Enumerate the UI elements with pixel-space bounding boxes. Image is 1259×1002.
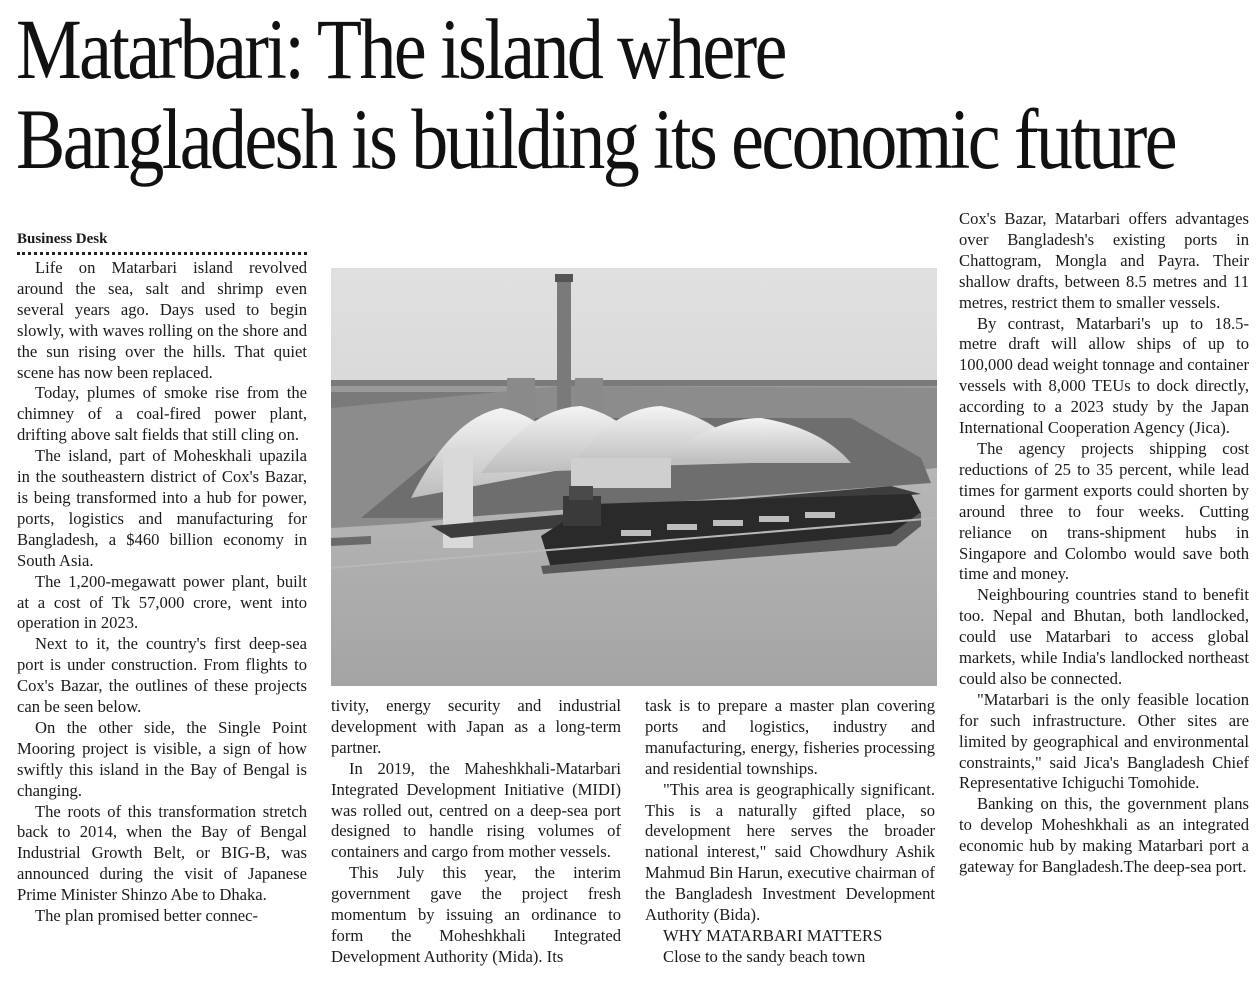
article-column-2 <box>331 696 621 968</box>
power-plant-port-photo <box>331 268 937 686</box>
paragraph: On the other side, the Single Point Mooring project is visible, a sign of how swiftly this island in the Bay of Bengal is changing. <box>17 717 307 800</box>
paragraph: Close to the sandy beach town <box>663 946 866 966</box>
paragraph: task is to prepare a master plan covering ports and logistics, industry and manufacturing, energy, fisheries processing and residential townships. <box>645 696 935 778</box>
paragraph: Life on Matarbari island revolved around the sea, salt and shrimp even several years ago. Days used to begin slowly, with waves rolling on the shore and the sun rising over the hills. That quiet scene has now been replaced. <box>17 258 307 382</box>
paragraph: Today, plumes of smoke rise from the chimney of a coal-fired power plant, drifting above salt fields that still cling on. <box>17 383 307 445</box>
paragraph: The island, part of Moheskhali upazila in the southeastern district of Cox's Bazar, is being transformed into a hub for power, ports, logistics and manufacturing for Bangladesh, a $460 billion economy in South Asia. <box>17 446 307 570</box>
paragraph: Cox's Bazar, Matarbari offers advantages over Bangladesh's existing ports in Chattogram, Mongla and Payra. Their shallow drafts, between 8.5 metres and 11 metres, restrict them to smaller vessels. <box>959 209 1249 312</box>
paragraph: By contrast, Matarbari's up to 18.5-metre draft will allow ships of up to 100,000 dead weight tonnage and container vessels with 8,000 TEUs to dock directly, according to a 2023 study by the Japan International Cooperation Agency (Jica). <box>959 313 1249 438</box>
paragraph: In 2019, the Maheshkhali-Matarbari Integrated Development Initiative (MIDI) was rolled out, centred on a deep-sea port designed to handle rising volumes of containers and cargo from mother vessels. <box>331 758 621 862</box>
paragraph: The plan promised better connec- <box>35 906 259 926</box>
paragraph: "Matarbari is the only feasible location for such infrastructure. Other sites are limited by geographical and environmental constraints," said Jica's Bangladesh Chief Representative Ichiguchi Tomohide. <box>959 689 1249 793</box>
paragraph: "This area is geographically significant. This is a naturally gifted place, so development here serves the broader national interest," said Chowdhury Ashik Mahmud Bin Harun, executive chairman of the Bangladesh Investment Development Authority (Bida). <box>645 779 935 925</box>
paragraph: Neighbouring countries stand to benefit too. Nepal and Bhutan, both landlocked, could use Matarbari to access global markets, while India's landlocked northeast could also be connected. <box>959 585 1249 688</box>
headline-line-1: Matarbari: The island where <box>16 1 785 97</box>
paragraph: Banking on this, the government plans to develop Moheshkhali as an integrated economic hub by making Matarbari port a gateway for Bangladesh.The deep-sea port. <box>959 794 1249 877</box>
paragraph: The 1,200-megawatt power plant, built at a cost of Tk 57,000 crore, went into operation in 2023. <box>17 571 307 633</box>
article-column-4 <box>959 209 1249 878</box>
paragraph: This July this year, the interim government gave the project fresh momentum by issuing an ordinance to form the Moheshkhali Integrated Development Authority (Mida). Its <box>331 863 621 966</box>
headline-line-2: Bangladesh is building its economic future <box>16 91 1176 187</box>
byline: Business Desk <box>17 230 307 255</box>
paragraph: The agency projects shipping cost reductions of 25 to 35 percent, while lead times for garment exports could shorten by around three to four weeks. Cutting reliance on trans-shipment hubs in Singapore and Colombo would save both time and money. <box>959 438 1249 584</box>
paragraph: tivity, energy security and industrial development with Japan as a long-term partner. <box>331 696 621 757</box>
article-column-1 <box>17 258 307 927</box>
subheading: WHY MATARBARI MATTERS <box>663 925 883 945</box>
article-column-3 <box>645 696 935 968</box>
headline <box>16 1 1176 187</box>
paragraph: Next to it, the country's first deep-sea port is under construction. From flights to Cox's Bazar, the outlines of these projects can be seen below. <box>17 634 307 717</box>
article-photo <box>331 268 937 686</box>
paragraph: The roots of this transformation stretch back to 2014, when the Bay of Bengal Industrial Growth Belt, or BIG-B, was announced during the visit of Japanese Prime Minister Shinzo Abe to Dhaka. <box>17 801 307 905</box>
